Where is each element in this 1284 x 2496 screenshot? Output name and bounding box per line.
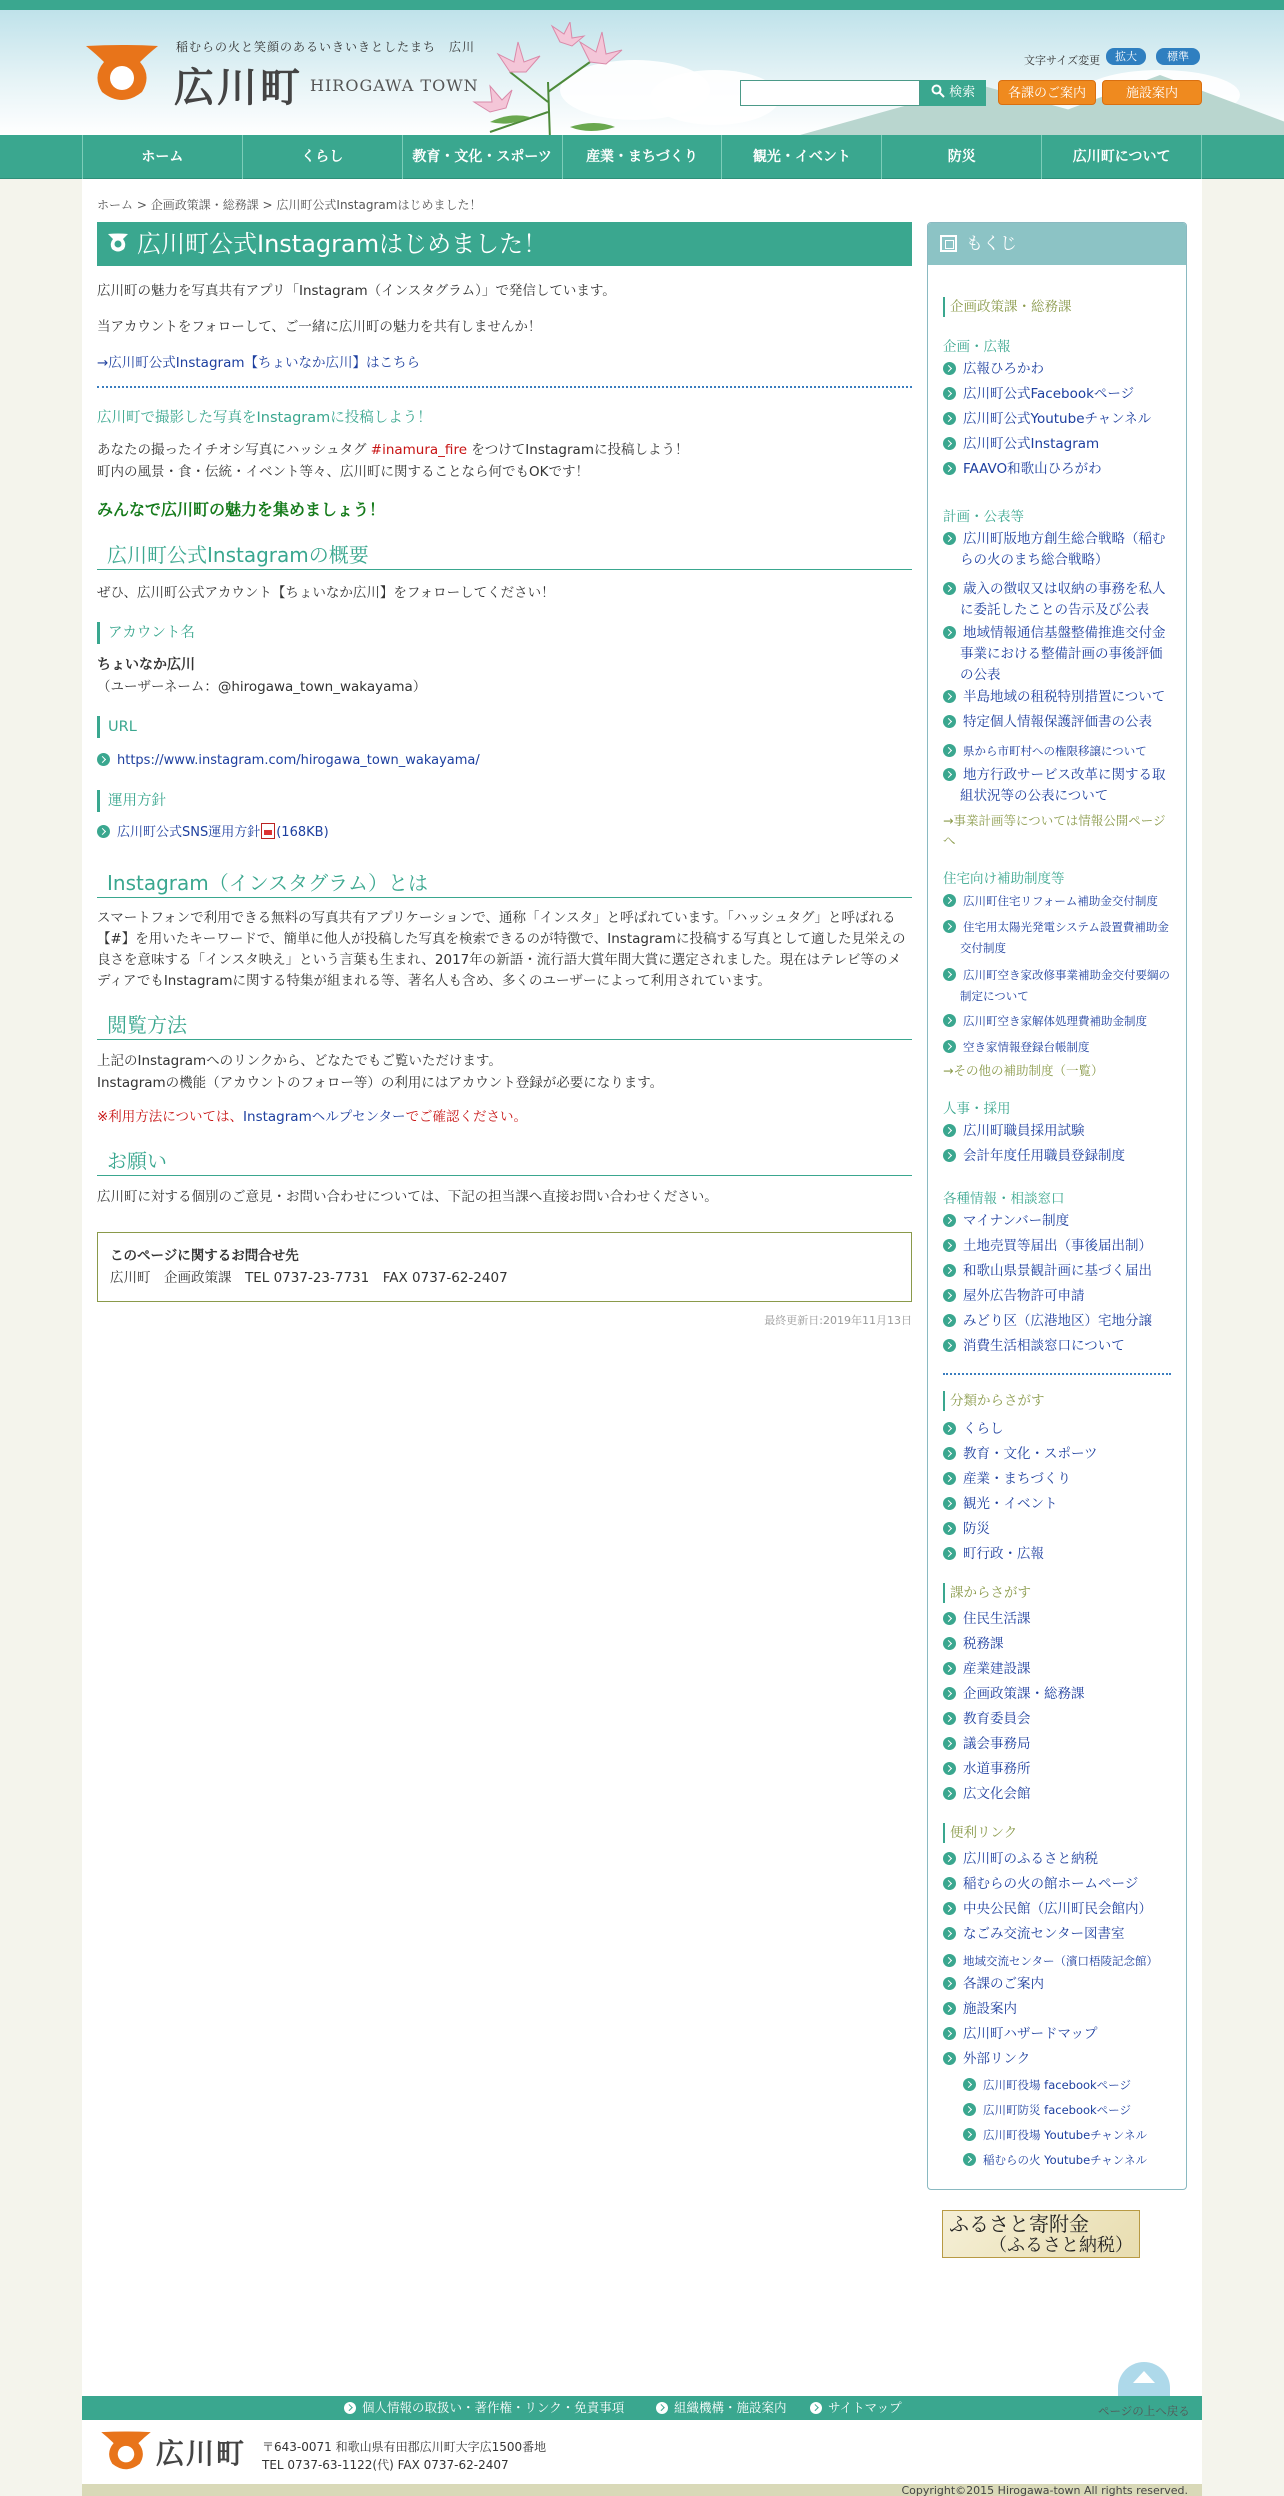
chevron-right-icon	[963, 2078, 976, 2091]
chevron-right-icon	[943, 894, 956, 907]
chevron-right-icon	[943, 1040, 956, 1053]
sidebar-item-label: 会計年度任用職員登録制度	[963, 1148, 1125, 1164]
sidebar-item-info[interactable]	[943, 1236, 1171, 1257]
chevron-right-icon	[943, 582, 956, 595]
overview-text: ぜひ、広川町公式アカウント【ちょいなか広川】をフォローしてください！	[97, 585, 555, 601]
sidebar-section-dept: 企画政策課・総務課	[943, 297, 1072, 317]
sidebar-item-external[interactable]	[963, 2125, 1171, 2146]
font-size-normal-button[interactable]: 標準	[1156, 48, 1200, 65]
chevron-right-icon	[943, 362, 956, 375]
sidebar-item-link[interactable]	[943, 1849, 1171, 1870]
pdf-icon	[261, 823, 275, 839]
sidebar-item-label: 教育委員会	[963, 1711, 1031, 1727]
sidebar-item-plan[interactable]	[943, 712, 1171, 733]
breadcrumb	[97, 196, 481, 213]
nav-living[interactable]: くらし	[243, 135, 403, 179]
chevron-right-icon	[963, 2153, 976, 2166]
sidebar-item-label: 住民生活課	[963, 1611, 1031, 1627]
sidebar-item-label: 地域交流センター（濱口梧陵記念館）	[963, 1954, 1159, 1968]
sidebar-item-label: 広報ひろかわ	[963, 361, 1044, 377]
sidebar-item-class[interactable]	[943, 1519, 1171, 1540]
chevron-right-icon	[943, 1787, 956, 1800]
sidebar-item-label: 施設案内	[963, 2001, 1017, 2017]
chevron-right-icon	[943, 1852, 956, 1865]
footer-link-organization[interactable]	[656, 2400, 787, 2416]
footer-link-privacy[interactable]	[344, 2400, 624, 2416]
sidebar-plan-more-link[interactable]: →事業計画等については情報公開ページへ	[943, 813, 1166, 848]
chevron-right-icon	[943, 715, 956, 728]
chevron-right-icon	[943, 744, 956, 757]
sidebar-item-label: 県から市町村への権限移譲について	[963, 744, 1147, 758]
sidebar-item-dept[interactable]	[943, 1709, 1171, 1730]
sidebar-item-dept[interactable]	[943, 1684, 1171, 1705]
chevron-right-icon	[943, 1149, 956, 1162]
sidebar-item-label: FAAVO和歌山ひろがわ	[963, 461, 1102, 477]
sidebar-item-label: 中央公民館（広川町民会館内）	[963, 1901, 1152, 1917]
chevron-right-icon	[810, 2402, 822, 2414]
sidebar-item-plan[interactable]	[943, 765, 1171, 807]
chevron-right-icon	[943, 387, 956, 400]
chevron-right-icon	[943, 1737, 956, 1750]
policy-heading: 運用方針	[97, 790, 912, 812]
chevron-right-icon	[943, 2002, 956, 2015]
sidebar-item-housing[interactable]	[943, 1011, 1171, 1032]
chevron-right-icon	[943, 1687, 956, 1700]
chevron-right-icon	[943, 1239, 956, 1252]
facility-guide-button[interactable]: 施設案内	[1102, 80, 1202, 105]
dept-guide-button[interactable]: 各課のご案内	[998, 80, 1096, 105]
chevron-right-icon	[943, 2027, 956, 2040]
nav-about[interactable]: 広川町について	[1042, 135, 1202, 179]
sidebar-item-plan[interactable]	[943, 687, 1171, 708]
sidebar-item-label: 町行政・広報	[963, 1546, 1044, 1562]
sidebar-item-label: 広川町役場 Youtubeチャンネル	[983, 2128, 1147, 2142]
sidebar-item-label: 和歌山県景観計画に基づく届出	[963, 1263, 1152, 1279]
sidebar-item-label: 特定個人情報保護評価書の公表	[963, 714, 1152, 730]
post-text-2: 町内の風景・食・伝統・イベント等々、広川町に関することなら何でもOKです！	[97, 464, 589, 480]
chevron-right-icon	[943, 1762, 956, 1775]
breadcrumb-separator: >	[133, 198, 151, 212]
sidebar-item-label: 教育・文化・スポーツ	[963, 1446, 1098, 1462]
chevron-right-icon	[943, 1547, 956, 1560]
footer-logo-name: 広川町	[156, 2437, 247, 2470]
sidebar-item-dept[interactable]	[943, 1659, 1171, 1680]
sidebar-item-external[interactable]	[963, 2075, 1171, 2096]
viewing-text-2: Instagramの機能（アカウントのフォロー等）の利用にはアカウント登録が必要になります。	[97, 1075, 664, 1091]
chevron-right-icon	[943, 1314, 956, 1327]
sidebar-item-info[interactable]	[943, 1311, 1171, 1332]
sidebar-item-label: 広川町空き家改修事業補助金交付要綱の制定について	[960, 968, 1170, 1003]
chevron-right-icon	[943, 1902, 956, 1915]
sidebar-item-hr[interactable]	[943, 1121, 1171, 1142]
post-heading: 広川町で撮影した写真をInstagramに投稿しよう！	[97, 410, 432, 426]
sidebar-item-class[interactable]	[943, 1544, 1171, 1565]
chevron-right-icon	[943, 1289, 956, 1302]
account-heading: アカウント名	[97, 622, 912, 644]
lily-flower-icon	[430, 22, 660, 135]
instagram-account-link[interactable]: →広川町公式Instagram【ちょいなか広川】はこちら	[97, 355, 420, 371]
about-instagram-text: スマートフォンで利用できる無料の写真共有アプリケーションで、通称「インスタ」と呼ばれています。「ハッシュタグ」と呼ばれる【#】を用いたキーワードで、簡単に他人が投稿した写真を検索できるのが特徴で、Instagramに投稿する写真として適した見栄えの良さを意味する「インスタ映え」という言葉も生まれ、2017年の新語・流行語大賞年間大賞に選定されました。現在はテレビ等のメディアでもInstagramに関する特集が組まれる等、著名人も含め、多くのユーザーによって利用されています。	[97, 910, 906, 989]
intro-text-2: 当アカウントをフォローして、ご一緒に広川町の魅力を共有しませんか！	[97, 319, 542, 335]
breadcrumb-separator: >	[258, 198, 277, 212]
search-icon	[931, 84, 945, 98]
sidebar-item-info[interactable]	[943, 1261, 1171, 1282]
help-note-b: でご確認ください。	[405, 1109, 528, 1125]
sidebar-item-class[interactable]	[943, 1469, 1171, 1490]
sidebar-item-pr[interactable]	[943, 434, 1171, 455]
sidebar-item-label: 広川町公式Facebookページ	[963, 386, 1135, 402]
sidebar-item-label: 半島地域の租税特別措置について	[963, 689, 1166, 705]
chevron-right-icon	[344, 2402, 356, 2414]
sidebar-item-label: 広川町公式Instagram	[963, 436, 1100, 452]
sidebar-item-housing[interactable]	[943, 965, 1171, 1007]
sidebar-item-plan[interactable]	[943, 741, 1171, 762]
chevron-right-icon	[943, 968, 956, 981]
sidebar-item-plan[interactable]	[943, 579, 1171, 621]
chevron-right-icon	[943, 1497, 956, 1510]
chevron-right-icon	[943, 1877, 956, 1890]
sidebar-item-label: 広川町ハザードマップ	[963, 2026, 1098, 2042]
help-note	[97, 1106, 912, 1128]
sidebar-item-pr[interactable]	[943, 409, 1171, 430]
sidebar-item-label: 土地売買等届出（事後届出制）	[963, 1238, 1152, 1254]
account-username: （ユーザーネーム：@hirogawa_town_wakayama）	[97, 679, 427, 695]
sidebar-item-label: 歳入の徴収又は収納の事務を私人に委託したことの告示及び公表	[960, 581, 1166, 618]
copyright-bar	[82, 2484, 1202, 2496]
sidebar-item-plan[interactable]	[943, 623, 1171, 686]
footer-address	[262, 2438, 546, 2474]
sidebar-section-links: 便利リンク	[943, 1823, 1017, 1843]
sidebar-item-dept[interactable]	[943, 1609, 1171, 1630]
breadcrumb-home[interactable]: ホーム	[97, 198, 134, 212]
sidebar-category-pr: 企画・広報	[943, 339, 1011, 355]
sidebar-category-plan: 計画・公表等	[943, 509, 1024, 525]
sns-policy-link[interactable]: 広川町公式SNS運用方針	[117, 825, 261, 840]
sidebar-item-label: 地域情報通信基盤整備推進交付金事業における整備計画の事後評価の公表	[960, 625, 1166, 683]
chevron-right-icon	[943, 1472, 956, 1485]
contact-box	[97, 1232, 912, 1302]
sidebar-item-dept[interactable]	[943, 1634, 1171, 1655]
last-updated: 最終更新日:2019年11月13日	[764, 1314, 912, 1327]
chevron-right-icon	[943, 2052, 956, 2065]
chevron-right-icon	[97, 753, 110, 766]
sidebar-item-label: 空き家情報登録台帳制度	[963, 1040, 1090, 1054]
sidebar-category-housing: 住宅向け補助制度等	[943, 871, 1065, 887]
sidebar-item-label: みどり区（広港地区）宅地分譲	[963, 1313, 1152, 1329]
sidebar-item-hr[interactable]	[943, 1146, 1171, 1167]
chevron-right-icon	[943, 626, 956, 639]
chevron-right-icon	[943, 1712, 956, 1725]
chevron-right-icon	[943, 1214, 956, 1227]
sidebar-item-label: 産業・まちづくり	[963, 1471, 1071, 1487]
chevron-right-icon	[963, 2128, 976, 2141]
sidebar-item-pr[interactable]	[943, 384, 1171, 405]
site-footer	[82, 2420, 1202, 2484]
footer-link-sitemap[interactable]	[810, 2400, 902, 2416]
sidebar-item-label: なごみ交流センター図書室	[963, 1926, 1125, 1942]
font-size-label: 文字サイズ変更	[1024, 54, 1101, 67]
page-title	[97, 222, 912, 266]
sidebar-item-dept[interactable]	[943, 1734, 1171, 1755]
nav-education[interactable]: 教育・文化・スポーツ	[403, 135, 563, 179]
breadcrumb-current: 広川町公式Instagramはじめました！	[276, 198, 482, 212]
sidebar-item-label: 産業建設課	[963, 1661, 1031, 1677]
chevron-right-icon	[943, 1612, 956, 1625]
sidebar-item-label: 水道事務所	[963, 1761, 1031, 1777]
help-note-a: ※利用方法については、	[97, 1109, 244, 1125]
sidebar-item-label: 広川町空き家解体処理費補助金制度	[963, 1014, 1147, 1028]
request-text: 広川町に対する個別のご意見・お問い合わせについては、下記の担当課へ直接お問い合わせください。	[97, 1189, 718, 1205]
furusato-tax-banner[interactable]	[942, 2210, 1140, 2258]
chevron-right-icon	[963, 2103, 976, 2116]
sidebar-item-label: 稲むらの火の館ホームページ	[963, 1876, 1139, 1892]
sidebar-item-label: 広文化会館	[963, 1786, 1031, 1802]
sidebar-item-label: 屋外広告物許可申請	[963, 1288, 1085, 1304]
sidebar-item-housing[interactable]	[943, 1037, 1171, 1058]
sidebar-item-link[interactable]	[943, 1974, 1171, 1995]
sidebar-item-external[interactable]	[963, 2100, 1171, 2121]
sidebar-item-class[interactable]	[943, 1494, 1171, 1515]
sidebar-item-class[interactable]	[943, 1419, 1171, 1440]
chevron-right-icon	[943, 462, 956, 475]
sidebar-item-label: 税務課	[963, 1636, 1004, 1652]
viewing-text-1: 上記のInstagramへのリンクから、どなたでもご覧いただけます。	[97, 1053, 502, 1069]
toc-icon	[940, 235, 957, 252]
nav-home[interactable]: ホーム	[83, 135, 243, 179]
town-logo-english: HIROGAWA TOWN	[310, 76, 479, 95]
footer-link-label: 個人情報の取扱い・著作権・リンク・免責事項	[362, 2400, 625, 2415]
search-button[interactable]	[920, 80, 986, 106]
chevron-right-icon	[943, 1662, 956, 1675]
sidebar-item-link[interactable]	[943, 1899, 1171, 1920]
about-instagram-heading: Instagram（インスタグラム）とは	[97, 868, 912, 898]
chevron-right-icon	[943, 1264, 956, 1277]
sidebar-item-label: 防災	[963, 1521, 990, 1537]
town-logo-name[interactable]: 広川町	[174, 64, 303, 111]
chevron-right-icon	[943, 1014, 956, 1027]
dotted-divider	[943, 1373, 1171, 1375]
sidebar-item-pr[interactable]	[943, 459, 1171, 480]
sidebar-item-housing[interactable]	[943, 917, 1171, 959]
main-content	[97, 222, 912, 1328]
chevron-right-icon	[943, 1927, 956, 1940]
sidebar-item-label: 広川町住宅リフォーム補助金交付制度	[963, 894, 1158, 908]
footer-address-line: 〒643-0071 和歌山県有田郡広川町大字広1500番地	[262, 2440, 547, 2454]
sidebar-item-label: 議会事務局	[963, 1736, 1031, 1752]
sidebar-section-class: 分類からさがす	[943, 1391, 1045, 1411]
footer-link-label: 組織機構・施設案内	[674, 2400, 787, 2415]
instagram-url-link[interactable]: https://www.instagram.com/hirogawa_town_wakayama/	[117, 753, 480, 768]
sidebar-item-info[interactable]	[943, 1211, 1171, 1232]
back-to-top-link[interactable]: ページの上へ戻る	[1098, 2404, 1190, 2418]
nav-tourism[interactable]: 観光・イベント	[722, 135, 882, 179]
sidebar-item-link[interactable]	[943, 1874, 1171, 1895]
chevron-right-icon	[943, 690, 956, 703]
sidebar-item-label: 企画政策課・総務課	[963, 1686, 1085, 1702]
footer-link-label: サイトマップ	[828, 2400, 902, 2415]
viewing-heading: 閲覧方法	[97, 1010, 912, 1040]
sidebar-item-label: マイナンバー制度	[963, 1213, 1070, 1229]
request-heading: お願い	[97, 1146, 912, 1176]
footer-nav	[82, 2396, 1202, 2420]
chevron-right-icon	[943, 437, 956, 450]
sidebar-item-dept[interactable]	[943, 1759, 1171, 1780]
sidebar-item-label: 稲むらの火 Youtubeチャンネル	[983, 2153, 1147, 2167]
chevron-right-icon	[943, 1637, 956, 1650]
sidebar-item-plan[interactable]	[943, 529, 1171, 571]
sidebar-item-label: 広川町公式Youtubeチャンネル	[963, 411, 1152, 427]
url-heading: URL	[97, 716, 912, 738]
sidebar-item-info[interactable]	[943, 1286, 1171, 1307]
sidebar-category-hr: 人事・採用	[943, 1101, 1011, 1117]
sidebar-item-label: 広川町職員採用試験	[963, 1123, 1085, 1139]
sidebar-item-dept[interactable]	[943, 1784, 1171, 1805]
chevron-right-icon	[656, 2402, 668, 2414]
chevron-right-icon	[943, 1977, 956, 1990]
instagram-help-link[interactable]: Instagramヘルプセンター	[243, 1109, 406, 1125]
chevron-right-icon	[943, 1522, 956, 1535]
sns-policy-size[interactable]: (168KB)	[276, 825, 329, 840]
sidebar-item-label: 消費生活相談窓口について	[963, 1338, 1125, 1354]
site-header	[0, 10, 1284, 135]
chevron-right-icon	[943, 532, 956, 545]
copyright-text: Copyright©2015 Hirogawa-town All rights reserved.	[901, 2484, 1188, 2496]
global-nav	[0, 135, 1284, 179]
sidebar-item-link[interactable]	[943, 1951, 1171, 1972]
sidebar-toc	[927, 222, 1187, 2190]
sidebar-item-link[interactable]	[943, 1999, 1171, 2020]
sidebar-item-external[interactable]	[963, 2150, 1171, 2171]
sidebar-item-housing[interactable]	[943, 891, 1171, 912]
chevron-right-icon	[943, 1422, 956, 1435]
post-text-1a: あなたの撮ったイチオシ写真にハッシュタグ	[97, 442, 367, 458]
chevron-right-icon	[943, 1339, 956, 1352]
chevron-right-icon	[97, 825, 110, 838]
town-tagline: 稲むらの火と笑顔のあるいきいきとしたまち 広川	[176, 40, 476, 54]
town-mark-icon	[107, 232, 129, 254]
post-text-1b: をつけてInstagramに投稿しよう！	[471, 442, 689, 458]
furusato-banner-line1: ふるさと寄附金	[949, 2212, 1089, 2236]
sidebar-category-info: 各種情報・相談窓口	[943, 1191, 1065, 1207]
intro-text-1: 広川町の魅力を写真共有アプリ「Instagram（インスタグラム）」で発信しています。	[97, 283, 616, 299]
dotted-divider	[97, 386, 912, 388]
top-bar	[0, 0, 1284, 10]
sidebar-item-label: 観光・イベント	[963, 1496, 1058, 1512]
chevron-right-icon	[943, 768, 956, 781]
overview-heading: 広川町公式Instagramの概要	[97, 540, 912, 570]
sidebar-item-label: 広川町役場 facebookページ	[983, 2078, 1131, 2092]
sidebar-item-label: 地方行政サービス改革に関する取組状況等の公表について	[960, 767, 1166, 804]
chevron-right-icon	[943, 1124, 956, 1137]
nav-industry[interactable]: 産業・まちづくり	[563, 135, 723, 179]
sidebar-item-info[interactable]	[943, 1336, 1171, 1357]
sidebar-item-link[interactable]	[943, 1924, 1171, 1945]
sidebar-item-label: 広川町防災 facebookページ	[983, 2103, 1131, 2117]
nav-disaster[interactable]: 防災	[882, 135, 1042, 179]
font-size-large-button[interactable]: 拡大	[1106, 48, 1146, 65]
search-input[interactable]	[740, 80, 920, 106]
sidebar-item-label: くらし	[963, 1421, 1004, 1437]
town-logo-icon	[98, 2428, 154, 2472]
sidebar-item-pr[interactable]	[943, 359, 1171, 380]
sidebar-item-label: 外部リンク	[963, 2051, 1031, 2067]
page-title-text: 広川町公式Instagramはじめました！	[137, 230, 548, 258]
sidebar-item-label: 住宅用太陽光発電システム設置費補助金交付制度	[960, 920, 1169, 955]
hashtag-text: #inamura_fire	[370, 442, 467, 458]
sidebar-title	[928, 223, 1186, 265]
breadcrumb-dept[interactable]: 企画政策課・総務課	[150, 198, 259, 212]
sidebar-section-depts: 課からさがす	[943, 1583, 1031, 1603]
footer-tel-line: TEL 0737-63-1122(代) FAX 0737-62-2407	[262, 2458, 509, 2472]
sidebar-item-label: 広川町版地方創生総合戦略（稲むらの火のまち総合戦略）	[960, 531, 1166, 568]
chevron-right-icon	[943, 412, 956, 425]
sidebar-item-class[interactable]	[943, 1444, 1171, 1465]
sidebar-title-text: もくじ	[966, 234, 1017, 254]
account-name: ちょいなか広川	[97, 657, 195, 673]
sidebar-item-link[interactable]	[943, 2049, 1171, 2070]
town-logo-icon[interactable]	[82, 40, 162, 104]
slogan-text: みんなで広川町の魅力を集めましょう！	[97, 500, 386, 519]
sidebar-item-link[interactable]	[943, 2024, 1171, 2045]
chevron-right-icon	[943, 1954, 956, 1967]
chevron-right-icon	[943, 920, 956, 933]
contact-text: 広川町 企画政策課 TEL 0737-23-7731 FAX 0737-62-2407	[110, 1270, 508, 1286]
contact-title: このページに関するお問合せ先	[110, 1248, 299, 1264]
furusato-banner-line2: （ふるさと納税）	[989, 2235, 1133, 2256]
search-button-label: 検索	[949, 85, 976, 100]
post-text-1	[97, 439, 912, 461]
sidebar-item-label: 各課のご案内	[963, 1976, 1044, 1992]
chevron-right-icon	[943, 1447, 956, 1460]
sidebar-item-label: 広川町のふるさと納税	[963, 1851, 1098, 1867]
sidebar-housing-more-link[interactable]: →その他の補助制度（一覧）	[943, 1063, 1104, 1078]
